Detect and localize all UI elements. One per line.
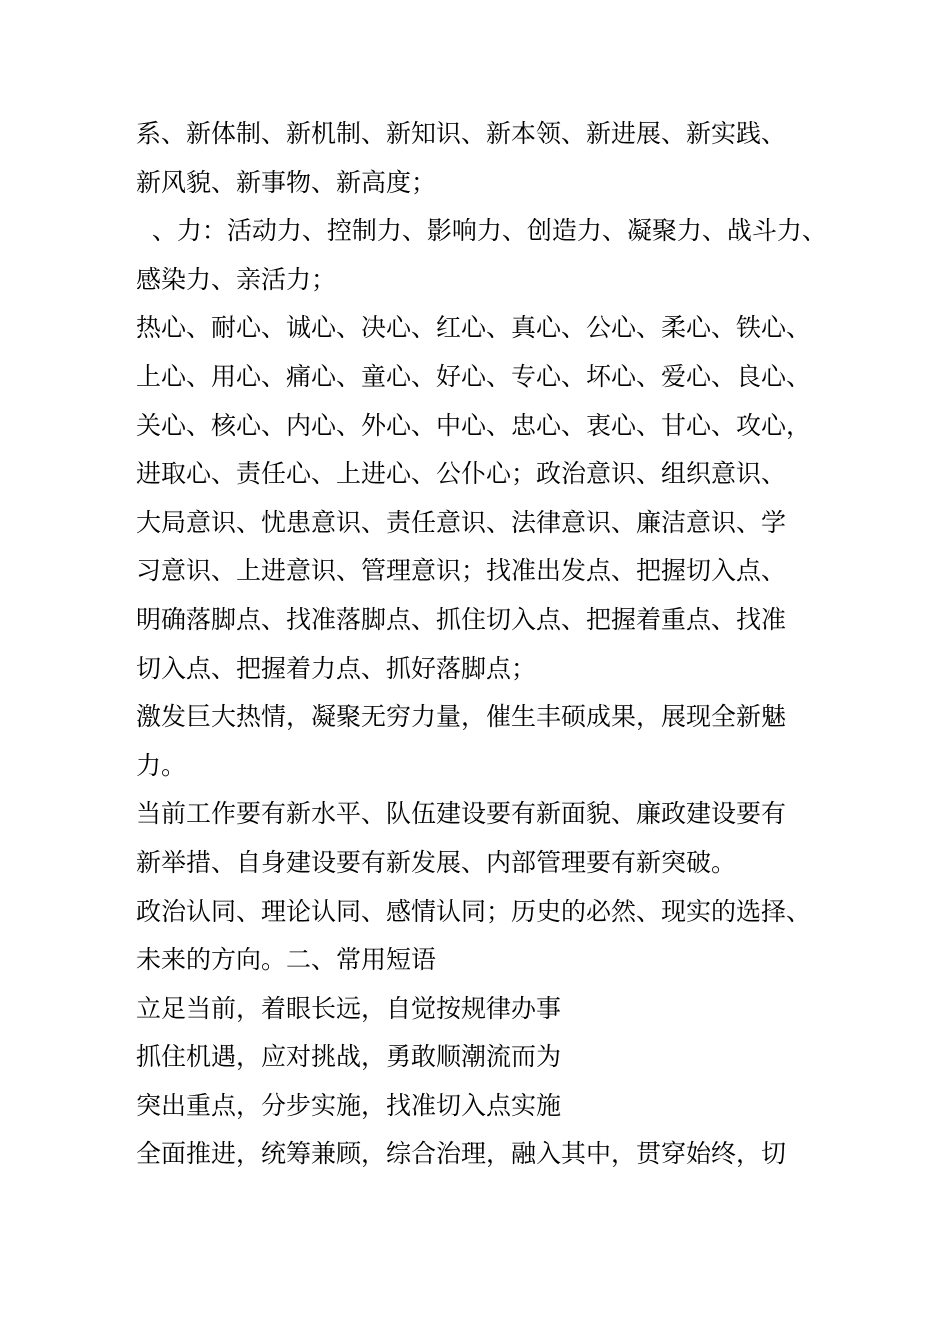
text-line: 激发巨大热情，凝聚无穷力量，催生丰硕成果，展现全新魅 <box>136 702 787 732</box>
text-line: 上心、用心、痛心、童心、好心、专心、坏心、爱心、良心、 <box>136 361 812 391</box>
text-line: 力。 <box>136 750 187 780</box>
text-line: 新风貌、新事物、新高度； <box>136 167 437 197</box>
text-line: 政治认同、理论认同、感情认同；历史的必然、现实的选择、 <box>136 896 812 926</box>
text-line: 抓住机遇，应对挑战，勇敢顺潮流而为 <box>136 1042 562 1072</box>
text-line: 大局意识、忧患意识、责任意识、法律意识、廉洁意识、学 <box>136 507 787 537</box>
text-line: 、力：活动力、控制力、影响力、创造力、凝聚力、战斗力、 <box>136 216 827 246</box>
text-line: 突出重点，分步实施，找准切入点实施 <box>136 1090 562 1120</box>
document-body <box>136 110 856 1179</box>
text-line: 明确落脚点、找准落脚点、抓住切入点、把握着重点、找准 <box>136 604 787 634</box>
text-line: 系、新体制、新机制、新知识、新本领、新进展、新实践、 <box>136 119 787 148</box>
text-line: 新举措、自身建设要有新发展、内部管理要有新突破。 <box>136 847 737 877</box>
text-line: 进取心、责任心、上进心、公仆心；政治意识、组织意识、 <box>136 459 787 489</box>
text-line: 未来的方向。二、常用短语 <box>136 945 437 975</box>
text-line: 切入点、把握着力点、抓好落脚点； <box>136 653 537 683</box>
text-line: 关心、核心、内心、外心、中心、忠心、衷心、甘心、攻心， <box>136 410 812 440</box>
text-line: 热心、耐心、诚心、决心、红心、真心、公心、柔心、铁心、 <box>136 313 812 343</box>
text-line: 全面推进，统筹兼顾，综合治理，融入其中，贯穿始终，切 <box>136 1139 787 1169</box>
text-line: 立足当前，着眼长远，自觉按规律办事 <box>136 993 562 1023</box>
text-line: 当前工作要有新水平、队伍建设要有新面貌、廉政建设要有 <box>136 799 787 829</box>
text-line: 感染力、亲活力； <box>136 264 337 294</box>
text-line: 习意识、上进意识、管理意识；找准出发点、把握切入点、 <box>136 556 787 586</box>
